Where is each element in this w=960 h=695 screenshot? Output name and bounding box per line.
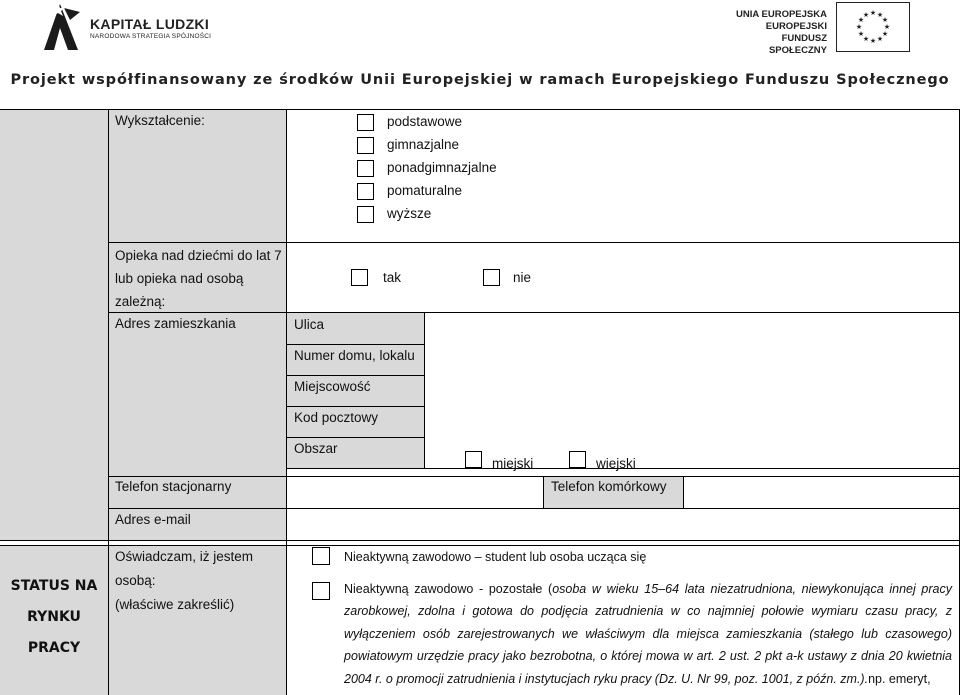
table-border xyxy=(286,109,287,695)
email-input[interactable] xyxy=(287,509,959,540)
landline-input[interactable] xyxy=(287,477,543,508)
eu-logo-text xyxy=(732,9,827,57)
table-border xyxy=(286,375,424,376)
education-checkbox-lower-secondary[interactable] xyxy=(357,137,374,154)
care-label-line1: Opieka nad dziećmi do lat 7 xyxy=(115,248,282,263)
care-no-checkbox[interactable] xyxy=(483,269,500,286)
education-option-upper-secondary: ponadgimnazjalne xyxy=(387,160,497,175)
area-urban-label: miejski xyxy=(492,456,534,471)
status-option2-prefix: Nieaktywną zawodowo - pozostałe ( xyxy=(344,582,553,596)
postal-code-input[interactable] xyxy=(425,407,959,437)
mobile-label: Telefon komórkowy xyxy=(551,479,667,494)
city-input[interactable] xyxy=(425,376,959,406)
svg-text:★: ★ xyxy=(855,23,863,31)
svg-text:★: ★ xyxy=(857,16,865,24)
svg-text:★: ★ xyxy=(862,35,870,43)
table-border xyxy=(543,476,544,508)
table-border xyxy=(0,109,960,110)
status-option2-italic: osoba w wieku 15–64 lata niezatrudniona, niewykonująca innej pracy zarobkowej, zdolna i gotowa do podjęcia zatrudnienia w co najmniej połowie wymiaru czasu pracy, z wyłączeniem osób zarejestrowanych we właściwym dla miejsca zamieszkania (stałego lub czasowego) powiatowym urzędzie pracy jako bezrobotna, o której mowa w art. 2 ust. 2 pkt a-k ustawy z dnia 20 kwietnia 2004 r. o promocji zatrudnienia i instytucjach ryku pracy (Dz. U. Nr 99, poz. 1001, z późn. zm.). xyxy=(344,582,952,686)
logo-left-title: KAPITAŁ LUDZKI xyxy=(90,16,210,32)
svg-text:★: ★ xyxy=(862,11,870,19)
left-margin-column xyxy=(0,109,108,540)
table-border xyxy=(108,109,109,695)
table-border xyxy=(286,437,424,438)
education-option-post-secondary: pomaturalne xyxy=(387,183,463,198)
svg-text:★: ★ xyxy=(869,37,877,45)
education-option-lower-secondary: gimnazjalne xyxy=(387,137,460,152)
status-side-line3: PRACY xyxy=(27,640,81,656)
table-border xyxy=(0,540,960,541)
status-option1-checkbox[interactable] xyxy=(312,547,330,565)
education-label: Wykształcenie: xyxy=(115,113,205,128)
logo-right-line1: UNIA EUROPEJSKA xyxy=(736,9,827,20)
education-checkbox-higher[interactable] xyxy=(357,206,374,223)
mobile-input[interactable] xyxy=(684,477,959,508)
logo-right-line2: EUROPEJSKI xyxy=(765,21,827,32)
status-option2-checkbox[interactable] xyxy=(312,582,330,600)
care-label-line3: zależną: xyxy=(115,294,166,309)
status-side-line2: RYNKU xyxy=(27,609,81,625)
svg-text:★: ★ xyxy=(857,30,865,38)
education-option-higher: wyższe xyxy=(387,206,432,221)
landline-label: Telefon stacjonarny xyxy=(115,479,232,494)
table-border xyxy=(286,406,424,407)
care-no-label: nie xyxy=(513,270,532,285)
area-rural-label: wiejski xyxy=(596,456,636,471)
svg-text:★: ★ xyxy=(876,11,884,19)
area-label: Obszar xyxy=(294,441,338,456)
status-option2-suffix: np. emeryt, xyxy=(868,671,931,686)
table-border xyxy=(108,476,286,477)
svg-text:★: ★ xyxy=(876,35,884,43)
status-option1-label: Nieaktywną zawodowo – student lub osoba ucząca się xyxy=(344,550,647,564)
logo-left-subtitle: NARODOWA STRATEGIA SPÓJNOŚCI xyxy=(90,33,212,40)
care-label-line2: lub opieka nad osobą xyxy=(115,271,244,286)
education-checkbox-post-secondary[interactable] xyxy=(357,183,374,200)
table-border xyxy=(0,545,960,546)
street-input[interactable] xyxy=(425,313,959,344)
declare-hint: (właściwe zakreślić) xyxy=(115,597,235,612)
table-border xyxy=(108,242,960,243)
declare-label-line1: Oświadczam, iż jestem xyxy=(115,549,254,564)
eu-flag-icon xyxy=(836,2,910,52)
education-option-basic: podstawowe xyxy=(387,114,463,129)
svg-text:★: ★ xyxy=(881,30,889,38)
area-rural-checkbox[interactable] xyxy=(569,451,586,468)
svg-text:★: ★ xyxy=(881,16,889,24)
svg-text:★: ★ xyxy=(883,23,891,31)
logo-right-line3: FUNDUSZ SPOŁECZNY xyxy=(768,33,827,56)
house-number-label: Numer domu, lokalu xyxy=(294,348,415,363)
address-label: Adres zamieszkania xyxy=(115,316,236,331)
area-urban-checkbox[interactable] xyxy=(465,451,482,468)
svg-text:★: ★ xyxy=(869,9,877,17)
education-checkbox-upper-secondary[interactable] xyxy=(357,160,374,177)
postal-code-label: Kod pocztowy xyxy=(294,410,379,425)
care-yes-checkbox[interactable] xyxy=(351,269,368,286)
email-label: Adres e-mail xyxy=(115,512,191,527)
page-title: Projekt współfinansowany ze środków Unii Europejskiej w ramach Europejskiego Funduszu Społecznego xyxy=(10,72,950,88)
kapital-ludzki-emblem-icon xyxy=(42,2,82,52)
education-checkbox-basic[interactable] xyxy=(357,114,374,131)
city-label: Miejscowość xyxy=(294,379,371,394)
declare-label-line2: osobą: xyxy=(115,573,156,588)
care-yes-label: tak xyxy=(383,270,402,285)
status-side-line1: STATUS NA xyxy=(10,578,98,594)
table-border xyxy=(286,344,424,345)
status-option2-text xyxy=(344,578,952,690)
house-number-input[interactable] xyxy=(425,345,959,375)
street-label: Ulica xyxy=(294,317,325,332)
